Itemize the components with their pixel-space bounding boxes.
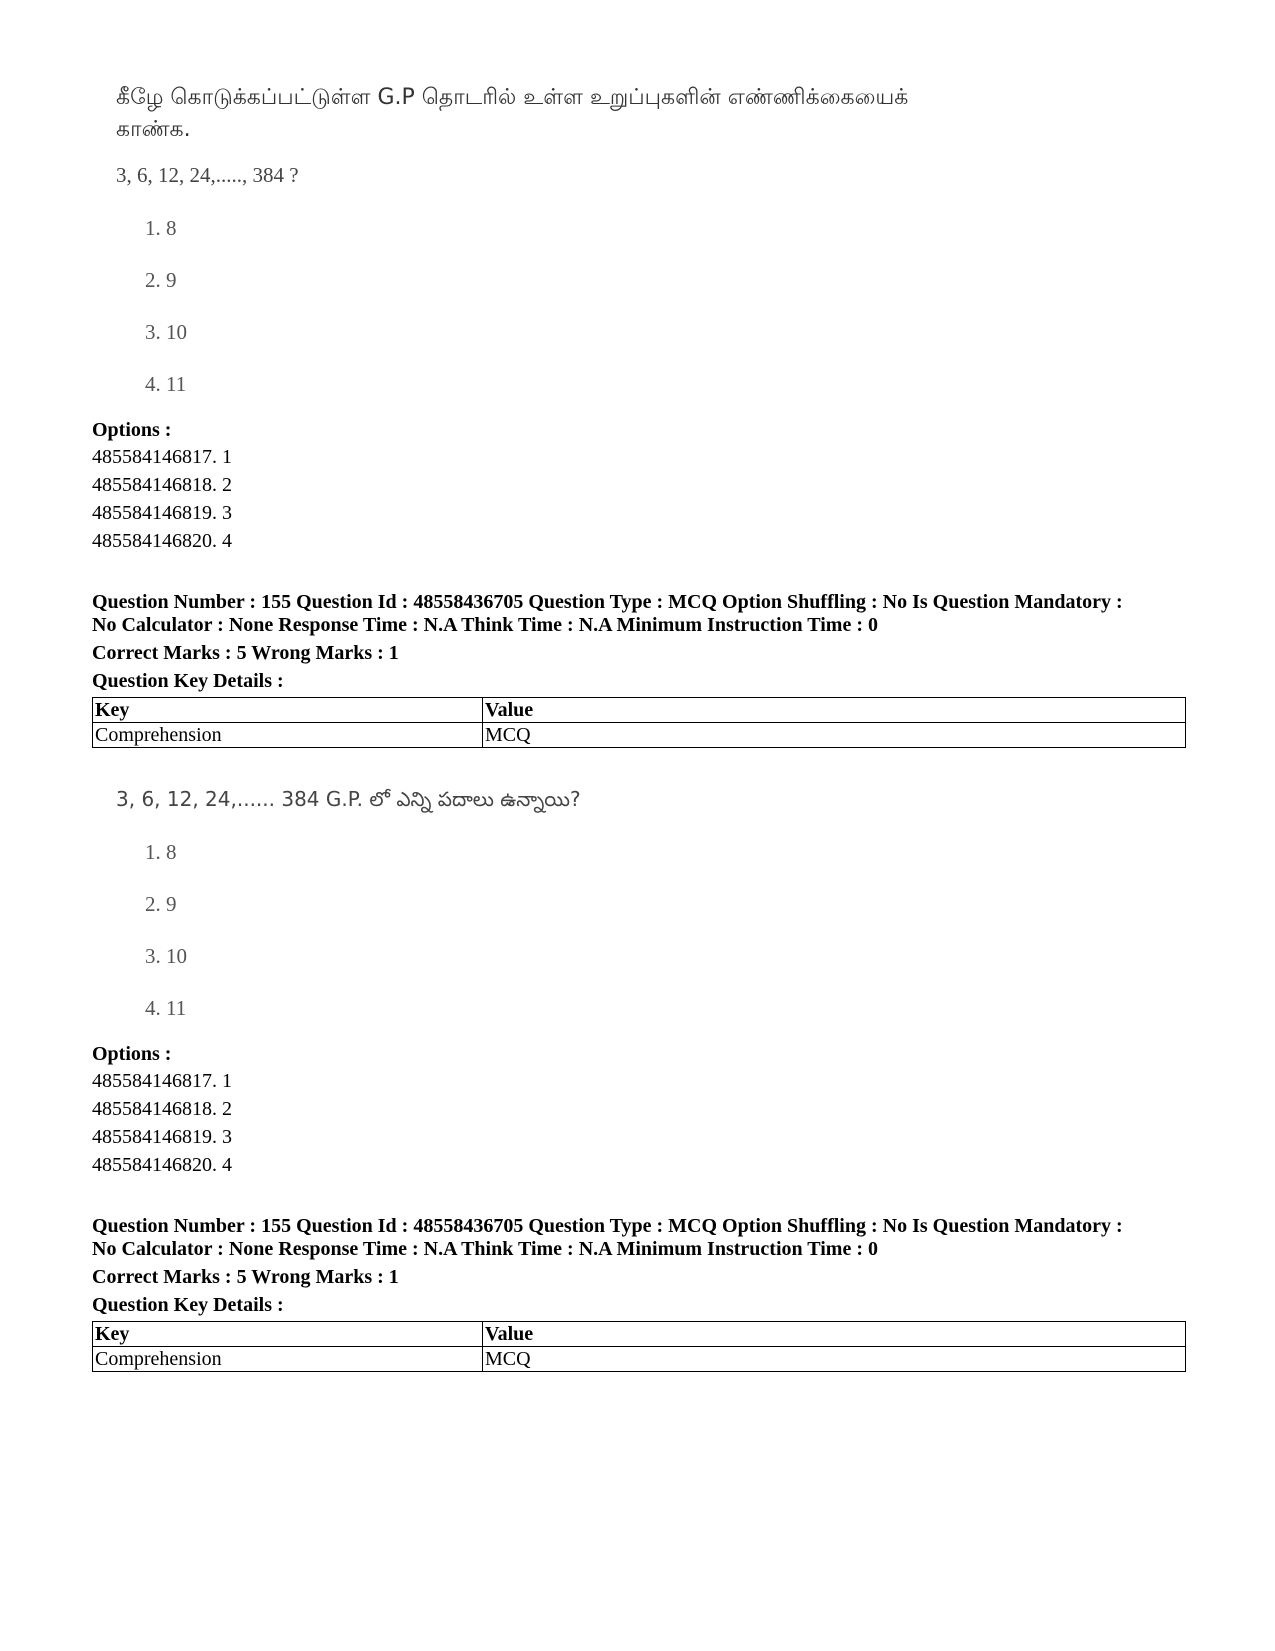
- table-cell-key: Comprehension: [93, 723, 483, 748]
- option-item: 485584146819. 3: [92, 1126, 232, 1148]
- options-list: [92, 445, 232, 553]
- choice-4: 4. 11: [145, 996, 187, 1020]
- key-details-table: [92, 697, 1186, 748]
- options-label: Options :: [92, 419, 172, 441]
- choice-4: 4. 11: [145, 372, 187, 396]
- question-telugu: 3, 6, 12, 24,...... 384 G.P. లో ఎన్ని పదాలు ఉన్నాయి?: [116, 787, 581, 811]
- option-item: 485584146817. 1: [92, 446, 232, 468]
- key-details-table: [92, 1321, 1186, 1372]
- table-cell-value: MCQ: [483, 1347, 1186, 1372]
- table-cell-value: MCQ: [483, 723, 1186, 748]
- marks-line: Correct Marks : 5 Wrong Marks : 1: [92, 1266, 399, 1288]
- option-item: 485584146818. 2: [92, 1098, 232, 1120]
- question-sequence: 3, 6, 12, 24,....., 384 ?: [116, 163, 299, 187]
- choice-1: 1. 8: [145, 840, 177, 864]
- table-header-value: Value: [483, 698, 1186, 723]
- table-header-row: [93, 1322, 1186, 1347]
- choice-3: 3. 10: [145, 320, 187, 344]
- option-item: 485584146820. 4: [92, 530, 232, 552]
- question-meta-line2: No Calculator : None Response Time : N.A Think Time : N.A Minimum Instruction Time : 0: [92, 1238, 878, 1260]
- option-item: 485584146820. 4: [92, 1154, 232, 1176]
- table-header-row: [93, 698, 1186, 723]
- choice-2: 2. 9: [145, 268, 177, 292]
- choice-1: 1. 8: [145, 216, 177, 240]
- key-details-label: Question Key Details :: [92, 1294, 284, 1316]
- table-row: [93, 1347, 1186, 1372]
- table-row: [93, 723, 1186, 748]
- question-meta-line1: Question Number : 155 Question Id : 48558436705 Question Type : MCQ Option Shuffling : No Is Question Mandatory :: [92, 1215, 1123, 1237]
- table-cell-key: Comprehension: [93, 1347, 483, 1372]
- table-header-value: Value: [483, 1322, 1186, 1347]
- options-label: Options :: [92, 1043, 172, 1065]
- choice-3: 3. 10: [145, 944, 187, 968]
- key-details-label: Question Key Details :: [92, 670, 284, 692]
- choice-2: 2. 9: [145, 892, 177, 916]
- question-tamil-line2: காண்க.: [116, 117, 191, 142]
- option-item: 485584146817. 1: [92, 1070, 232, 1092]
- option-item: 485584146819. 3: [92, 502, 232, 524]
- question-meta-line1: Question Number : 155 Question Id : 48558436705 Question Type : MCQ Option Shuffling : No Is Question Mandatory :: [92, 591, 1123, 613]
- question-tamil-line1: கீழே கொடுக்கப்பட்டுள்ள G.P தொடரில் உள்ள உறுப்புகளின் எண்ணிக்கையைக்: [116, 85, 909, 110]
- options-list: [92, 1069, 232, 1177]
- question-tamil: [116, 82, 1216, 146]
- question-meta-line2: No Calculator : None Response Time : N.A Think Time : N.A Minimum Instruction Time : 0: [92, 614, 878, 636]
- table-header-key: Key: [93, 1322, 483, 1347]
- table-header-key: Key: [93, 698, 483, 723]
- option-item: 485584146818. 2: [92, 474, 232, 496]
- marks-line: Correct Marks : 5 Wrong Marks : 1: [92, 642, 399, 664]
